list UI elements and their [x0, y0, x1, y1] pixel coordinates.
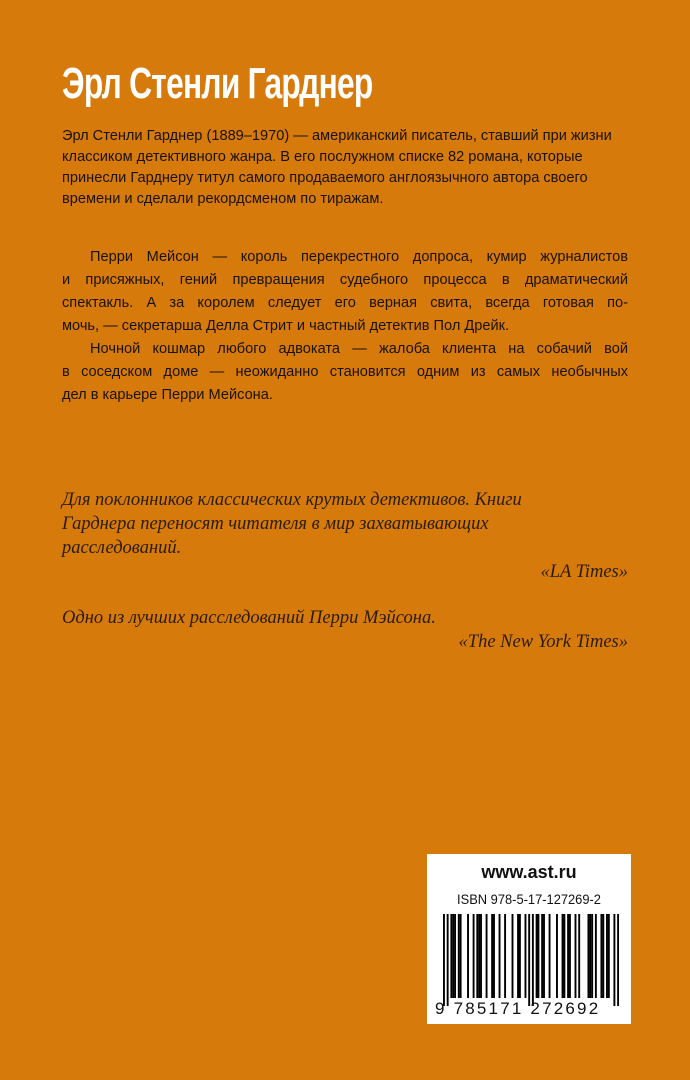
barcode-bar [543, 914, 545, 998]
barcode-bar [563, 914, 565, 998]
barcode-bar [512, 914, 514, 998]
barcode-bar [504, 914, 506, 998]
barcode-bar [443, 914, 445, 1006]
barcode-bar [478, 914, 480, 998]
barcode-bar [450, 914, 452, 998]
barcode-bar [452, 914, 454, 998]
barcode-bar [602, 914, 604, 998]
barcode-bar [567, 914, 569, 998]
quote-line: расследований. [62, 538, 182, 558]
barcode-bar [536, 914, 538, 998]
barcode-bar [458, 914, 460, 998]
barcode-bar [589, 914, 591, 998]
barcode-bar [575, 914, 577, 998]
barcode-bar [454, 914, 456, 998]
barcode-bar [493, 914, 495, 998]
barcode-bar [613, 914, 615, 1006]
quote-line: Гарднера переносят читателя в мир захватывающих [62, 514, 489, 534]
desc-line: Ночной кошмар любого адвоката — жалоба клиента на собачий вой [90, 341, 628, 357]
bio-line: Эрл Стенли Гарднер (1889–1970) — американский писатель, ставший при жизни [62, 128, 612, 144]
barcode-bar [595, 914, 597, 998]
barcode-panel [427, 854, 631, 1024]
quote-la-times [62, 488, 628, 584]
barcode-bar [517, 914, 519, 998]
desc-line: Перри Мейсон — король перекрестного допроса, кумир журналистов [90, 249, 628, 265]
author-bio [62, 126, 622, 210]
quote-nyt [62, 606, 628, 654]
desc-line: в соседском доме — неожиданно становится одним из самых необычных [62, 364, 628, 380]
barcode-bar [537, 914, 539, 998]
quote-source: «The New York Times» [458, 632, 628, 652]
book-description [62, 246, 628, 407]
barcode-bar [480, 914, 482, 998]
desc-line: мочь, — секретарша Делла Стрит и частный детектив Пол Дрейк. [62, 318, 510, 334]
barcode-bar [532, 914, 534, 1006]
desc-line: дел в карьере Перри Мейсона. [62, 387, 273, 403]
barcode-bar [447, 914, 449, 1006]
desc-line: и присяжных, гений превращения судебного процесса в драматический [62, 272, 628, 288]
barcode-bar [600, 914, 602, 998]
barcode-bar [591, 914, 593, 998]
publisher-website: www.ast.ru [481, 862, 577, 882]
press-quotes [62, 488, 628, 654]
author-title: Эрл Стенли Гарднер [62, 59, 373, 108]
desc-line: спектакль. А за королем следует его верная свита, всегда готовая по- [62, 295, 628, 311]
barcode-bar [460, 914, 462, 998]
barcode-bar [569, 914, 571, 998]
barcode-bar [549, 914, 551, 998]
barcode-bar [519, 914, 521, 998]
barcode-bar [588, 914, 590, 998]
barcode-bar [476, 914, 478, 998]
barcode-digits: 9 785171 272692 [435, 999, 601, 1018]
quote-line: Для поклонников классических крутых детективов. Книги [62, 490, 522, 510]
barcode-bar [528, 914, 530, 1006]
barcode-bar [467, 914, 469, 998]
barcode-bar [525, 914, 527, 998]
barcode-bar [499, 914, 501, 998]
barcode-bar [562, 914, 564, 998]
barcode-bar [608, 914, 610, 998]
isbn-number: ISBN 978-5-17-127269-2 [457, 891, 601, 907]
barcode-bar [606, 914, 608, 998]
barcode-bar [491, 914, 493, 998]
barcode-bar [541, 914, 543, 998]
quote-source: «LA Times» [540, 562, 628, 582]
barcode-bar [473, 914, 475, 998]
bio-line: классиком детективного жанра. В его послужном списке 82 романа, которые [62, 149, 583, 165]
bio-line: принесли Гарднеру титул самого продаваемого англоязычного автора своего [62, 170, 588, 186]
barcode-bar [617, 914, 619, 1006]
bio-line: времени и сделали рекордсменом по тиражам. [62, 191, 384, 207]
barcode-bar [486, 914, 488, 998]
barcode-bar [556, 914, 558, 998]
barcode-image [443, 914, 619, 1006]
quote-line: Одно из лучших расследований Перри Мэйсона. [62, 608, 436, 628]
barcode-bar [578, 914, 580, 998]
